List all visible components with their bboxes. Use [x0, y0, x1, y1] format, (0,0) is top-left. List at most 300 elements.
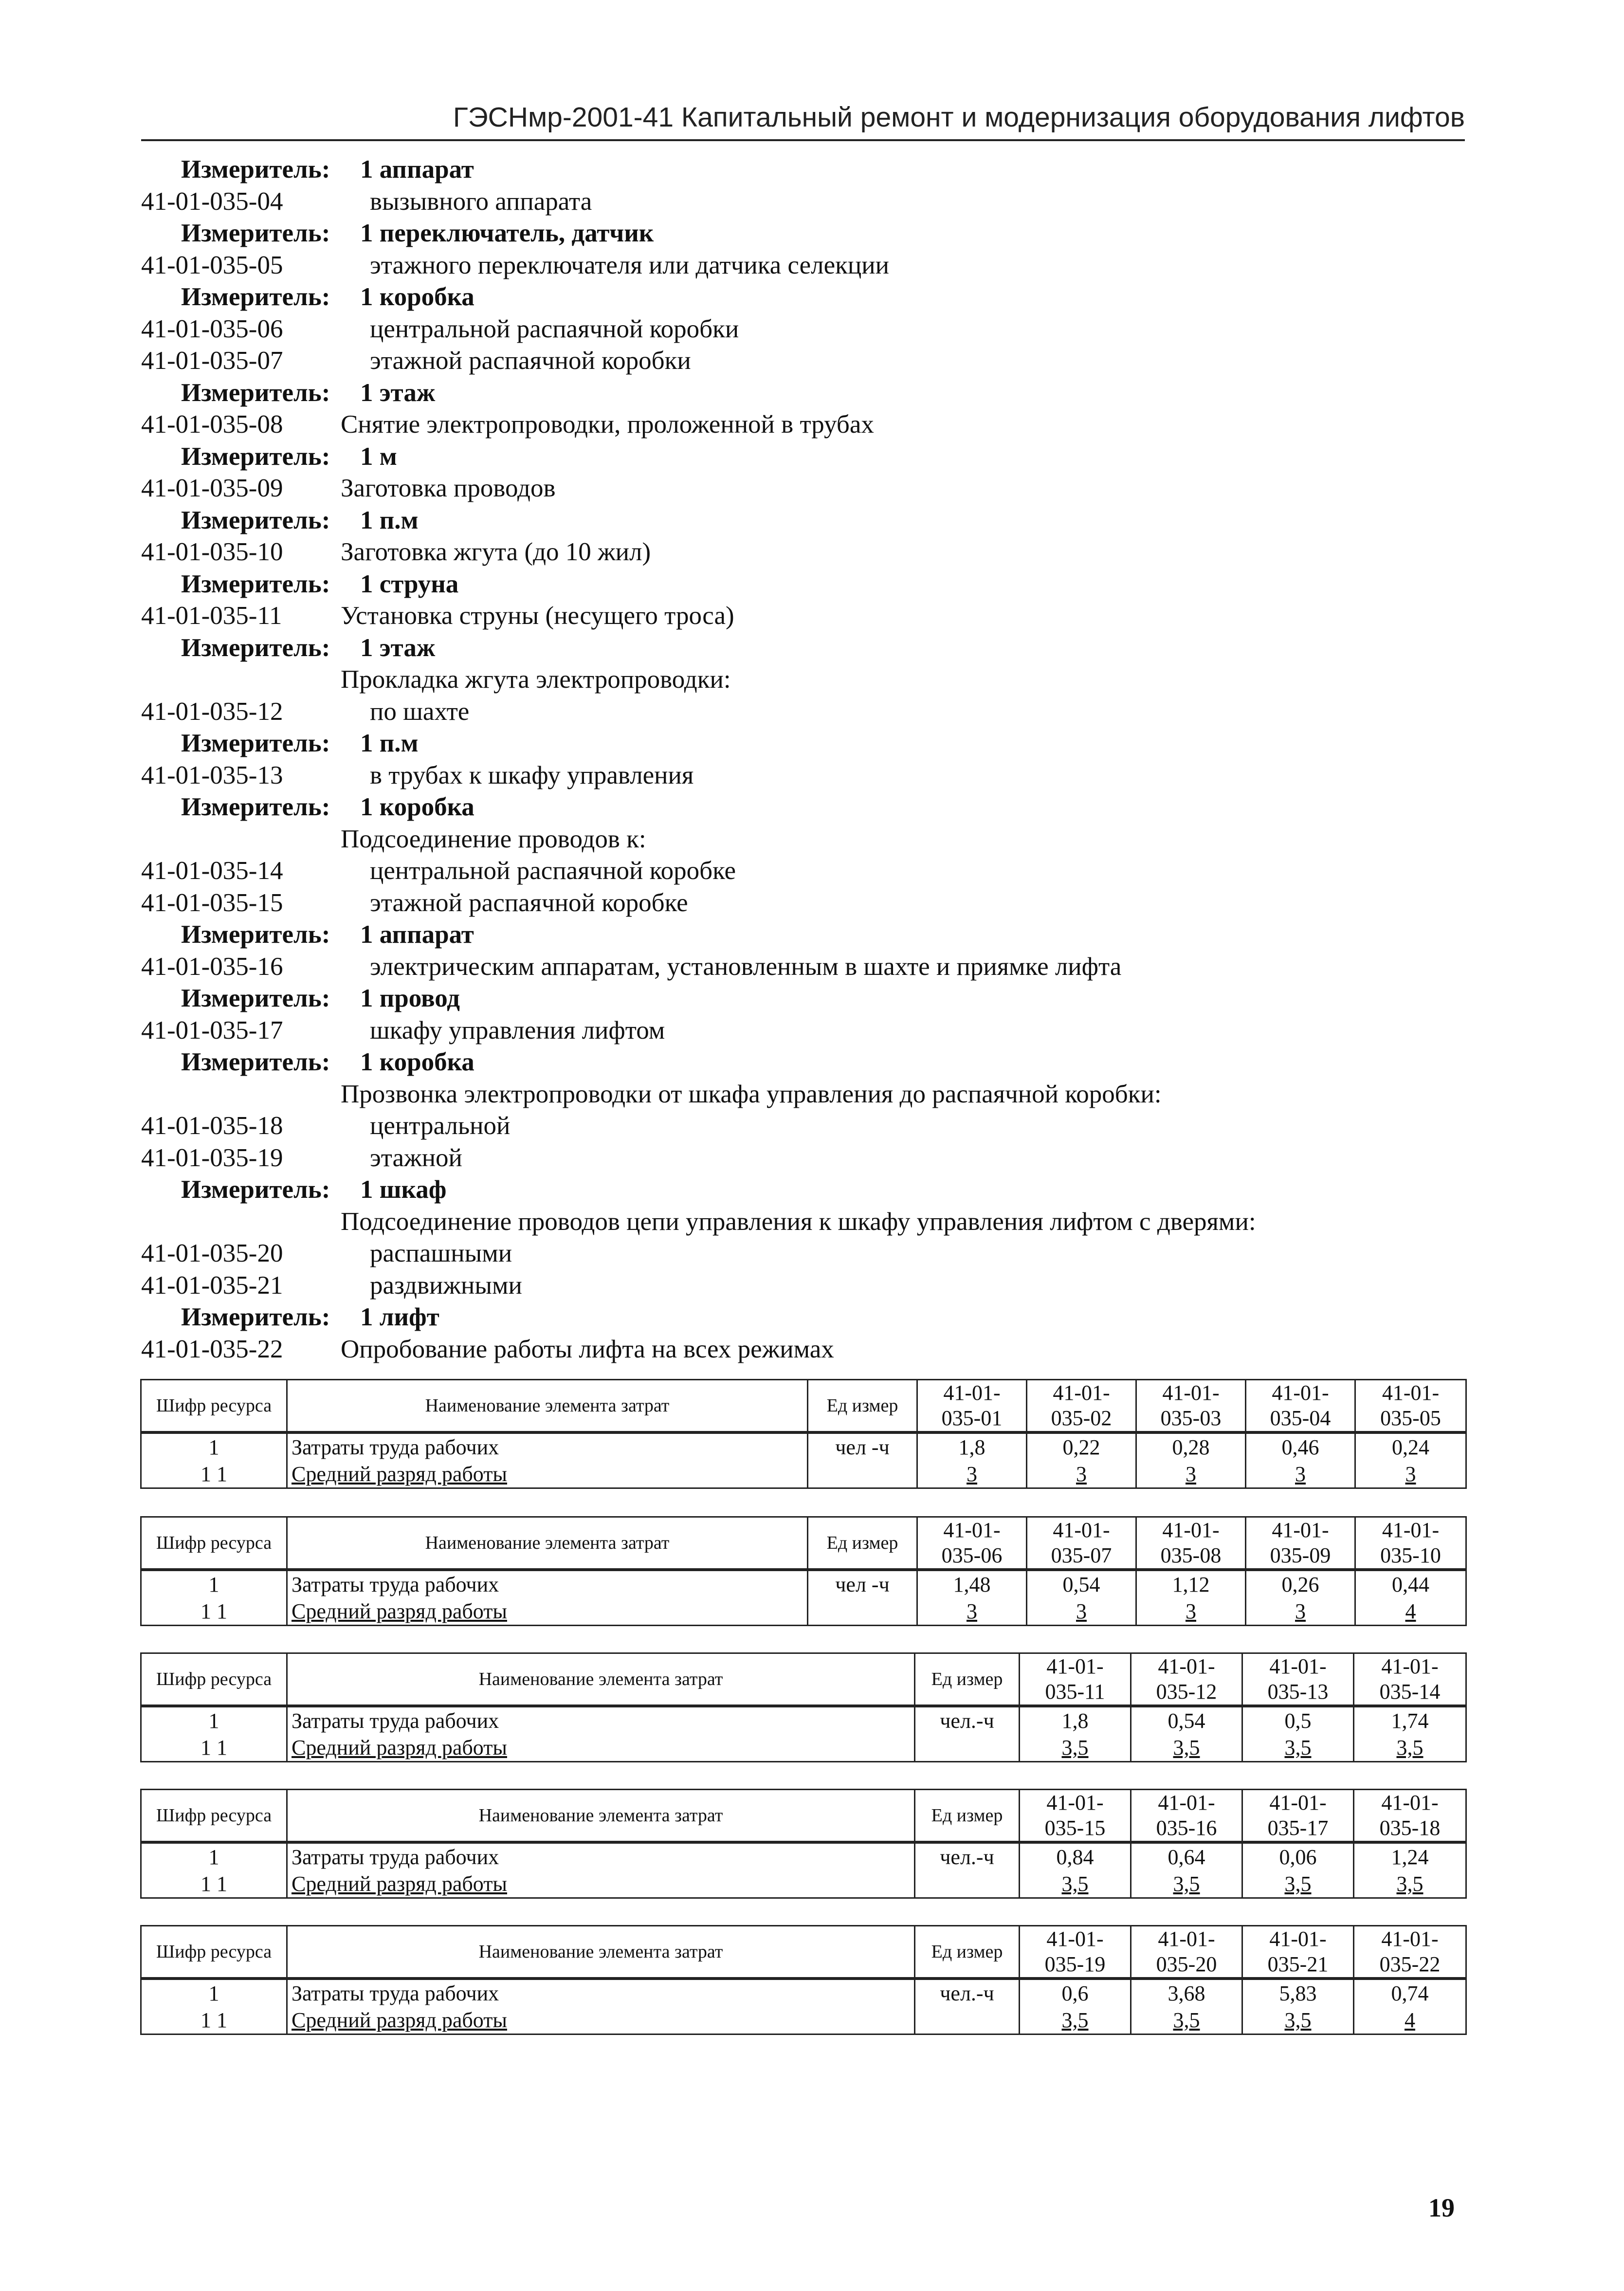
norm-code-part: 41-01- — [1046, 1791, 1104, 1814]
header-resource-code: Шифр ресурса — [141, 1790, 287, 1843]
value-cell — [1020, 2007, 1131, 2034]
norm-item — [141, 601, 1479, 633]
meter-value: 1 п.м — [360, 729, 419, 757]
value-cell — [1355, 1598, 1466, 1626]
value-text: 0,46 — [1281, 1435, 1319, 1459]
meter-value: 1 струна — [360, 569, 459, 598]
norm-code-part: 035-14 — [1379, 1680, 1441, 1704]
value-cell — [917, 1570, 1027, 1598]
value-cell — [1246, 1570, 1355, 1598]
header-norm-code — [1354, 1790, 1466, 1843]
norm-code-part: 035-21 — [1267, 1952, 1329, 1976]
table-row — [141, 2007, 1466, 2034]
norm-code-part: 41-01- — [1381, 1927, 1439, 1951]
norm-description: по шахте — [370, 697, 470, 726]
table-row — [141, 1598, 1466, 1626]
header-norm-code — [1354, 1653, 1466, 1706]
meter-line — [141, 984, 1479, 1016]
norm-code-part: 41-01- — [1381, 1654, 1439, 1678]
value-text: 3,5 — [1284, 1736, 1312, 1759]
header-resource-code: Шифр ресурса — [141, 1653, 287, 1706]
meter-label: Измеритель: — [181, 378, 330, 407]
header-norm-code — [1131, 1653, 1242, 1706]
norm-item — [141, 474, 1479, 506]
meter-label: Измеритель: — [181, 729, 330, 757]
meter-label: Измеритель: — [181, 793, 330, 821]
header-norm-code — [1355, 1517, 1466, 1570]
norm-code-part: 035-02 — [1051, 1406, 1112, 1430]
value-cell — [1354, 1870, 1466, 1898]
header-norm-code — [1131, 1926, 1242, 1979]
norm-item — [141, 1143, 1479, 1175]
header-norm-code — [1020, 1653, 1131, 1706]
value-cell — [1355, 1570, 1466, 1598]
resource-code-cell: 1 — [141, 1979, 287, 2007]
norm-code-part: 035-01 — [941, 1406, 1003, 1430]
header-norm-code — [1136, 1380, 1246, 1433]
value-text: 0,44 — [1392, 1573, 1429, 1596]
cost-element-cell — [287, 1598, 808, 1626]
value-text: 3 — [1076, 1599, 1087, 1623]
norm-code-part: 035-22 — [1379, 1952, 1441, 1976]
norm-code-part: 035-17 — [1267, 1816, 1329, 1840]
value-text: 0,26 — [1281, 1573, 1319, 1596]
value-cell — [1131, 1870, 1242, 1898]
cost-table — [140, 1925, 1467, 2035]
value-text: 3,5 — [1173, 1736, 1200, 1759]
value-cell — [1131, 1842, 1242, 1870]
value-cell — [1020, 1706, 1131, 1734]
resource-code-cell: 1 1 — [141, 1598, 287, 1626]
value-cell — [1246, 1461, 1355, 1488]
norm-code-part: 035-03 — [1160, 1406, 1222, 1430]
table-row — [141, 1979, 1466, 2007]
unit-cell: чел.-ч — [915, 1842, 1020, 1870]
value-cell — [1020, 1734, 1131, 1762]
value-cell — [1131, 1706, 1242, 1734]
unit-cell — [808, 1461, 917, 1488]
norm-code: 41-01-035-04 — [141, 187, 283, 216]
meter-value: 1 лифт — [360, 1303, 439, 1331]
value-text: 0,5 — [1284, 1709, 1312, 1733]
header-norm-code — [1242, 1653, 1354, 1706]
value-text: 0,28 — [1172, 1435, 1210, 1459]
norm-code-part: 41-01- — [1269, 1791, 1327, 1814]
table-row — [141, 1570, 1466, 1598]
norm-code: 41-01-035-15 — [141, 888, 283, 917]
meter-line — [141, 569, 1479, 602]
header-norm-code — [1020, 1926, 1131, 1979]
value-cell — [917, 1461, 1027, 1488]
value-text: 3 — [967, 1462, 977, 1486]
norm-description: Подсоединение проводов к: — [341, 825, 646, 853]
norm-description: шкафу управления лифтом — [370, 1016, 665, 1045]
meter-label: Измеритель: — [181, 633, 330, 662]
value-text: 3 — [1076, 1462, 1087, 1486]
value-cell — [1355, 1461, 1466, 1488]
unit-cell — [808, 1598, 917, 1626]
norm-description: Заготовка жгута (до 10 жил) — [341, 538, 651, 566]
norm-description: в трубах к шкафу управления — [370, 761, 694, 789]
resource-code-cell: 1 — [141, 1432, 287, 1461]
value-text: 0,54 — [1168, 1709, 1205, 1733]
norm-description: Опробование работы лифта на всех режимах — [341, 1335, 834, 1363]
norm-item — [141, 346, 1479, 378]
value-text: 4 — [1405, 1599, 1416, 1623]
norm-code: 41-01-035-18 — [141, 1112, 283, 1140]
header-cost-element: Наименование элемента затрат — [287, 1517, 808, 1570]
norm-code-part: 035-06 — [941, 1543, 1003, 1567]
value-text: 5,83 — [1279, 1981, 1317, 2005]
value-cell — [1354, 1734, 1466, 1762]
norm-code-part: 41-01- — [1382, 1518, 1440, 1542]
meter-line — [141, 282, 1479, 314]
header-norm-code — [1242, 1926, 1354, 1979]
norm-item — [141, 537, 1479, 569]
norm-code-part: 41-01- — [1269, 1654, 1327, 1678]
norm-description: Установка струны (несущего троса) — [341, 602, 734, 630]
norm-code-part: 035-18 — [1379, 1816, 1441, 1840]
header-norm-code — [1027, 1517, 1136, 1570]
cost-element-cell — [287, 1734, 915, 1762]
value-cell — [1020, 1870, 1131, 1898]
cost-element-name: Средний разряд работы — [292, 1462, 507, 1486]
cost-element-cell — [287, 1570, 808, 1598]
cost-element-cell — [287, 1706, 915, 1734]
cost-table — [140, 1789, 1467, 1899]
norm-description: Прокладка жгута электропроводки: — [341, 665, 731, 694]
meter-line — [141, 219, 1479, 251]
meter-value: 1 коробка — [360, 1048, 474, 1076]
meter-value: 1 этаж — [360, 633, 436, 662]
norm-code: 41-01-035-16 — [141, 952, 283, 981]
value-cell — [1136, 1461, 1246, 1488]
value-cell — [1355, 1432, 1466, 1461]
norm-item — [141, 952, 1479, 984]
value-text: 3 — [1295, 1462, 1306, 1486]
unit-cell — [915, 1734, 1020, 1762]
norm-code: 41-01-035-20 — [141, 1239, 283, 1267]
norm-code: 41-01-035-08 — [141, 410, 283, 439]
norm-item — [141, 665, 1479, 697]
header-cost-element: Наименование элемента затрат — [287, 1790, 915, 1843]
norm-item — [141, 1335, 1479, 1367]
value-text: 0,54 — [1062, 1573, 1100, 1596]
table-row — [141, 1432, 1466, 1461]
cost-element-cell — [287, 1979, 915, 2007]
norm-code: 41-01-035-21 — [141, 1271, 283, 1300]
value-text: 1,8 — [1061, 1709, 1089, 1733]
cost-element-name: Средний разряд работы — [292, 1736, 507, 1759]
norm-description: вызывного аппарата — [370, 187, 592, 216]
meter-value: 1 провод — [360, 984, 460, 1012]
header-resource-code: Шифр ресурса — [141, 1380, 287, 1433]
value-text: 3,5 — [1061, 1872, 1089, 1896]
meter-line — [141, 155, 1479, 187]
header-norm-code — [1136, 1517, 1246, 1570]
cost-element-cell — [287, 2007, 915, 2034]
value-text: 1,74 — [1391, 1709, 1429, 1733]
norm-code-part: 41-01- — [1272, 1518, 1329, 1542]
meter-label: Измеритель: — [181, 569, 330, 598]
norm-description: Снятие электропроводки, проложенной в трубах — [341, 410, 874, 439]
resource-code-cell: 1 1 — [141, 1461, 287, 1488]
norm-code-part: 035-07 — [1051, 1543, 1112, 1567]
page-header — [141, 95, 1465, 141]
norm-description: центральной распаячной коробке — [370, 857, 736, 885]
norm-description: раздвижными — [370, 1271, 522, 1300]
meter-label: Измеритель: — [181, 283, 330, 311]
norm-code-part: 41-01- — [1046, 1927, 1104, 1951]
value-cell — [1242, 1734, 1354, 1762]
norm-description: этажной распаячной коробке — [370, 888, 688, 917]
value-cell — [1242, 1842, 1354, 1870]
norm-item — [141, 1080, 1479, 1112]
value-cell — [1136, 1598, 1246, 1626]
unit-cell — [915, 1870, 1020, 1898]
value-text: 0,06 — [1279, 1845, 1317, 1869]
value-cell — [1131, 1979, 1242, 2007]
norm-item — [141, 825, 1479, 857]
norm-item — [141, 856, 1479, 888]
unit-cell — [915, 2007, 1020, 2034]
cost-table — [140, 1379, 1467, 1489]
meter-label: Измеритель: — [181, 506, 330, 534]
norm-code-part: 035-10 — [1380, 1543, 1441, 1567]
value-text: 0,74 — [1391, 1981, 1429, 2005]
cost-element-name: Средний разряд работы — [292, 1872, 507, 1896]
norm-code-part: 035-05 — [1380, 1406, 1441, 1430]
table-row — [141, 1842, 1466, 1870]
header-resource-code: Шифр ресурса — [141, 1926, 287, 1979]
norm-code-part: 41-01- — [1158, 1654, 1215, 1678]
norm-description: центральной распаячной коробки — [370, 314, 739, 343]
value-text: 4 — [1405, 2008, 1415, 2032]
unit-cell: чел.-ч — [915, 1979, 1020, 2007]
norm-item — [141, 1111, 1479, 1143]
norm-code-part: 035-19 — [1044, 1952, 1106, 1976]
header-cost-element: Наименование элемента затрат — [287, 1926, 915, 1979]
norm-item — [141, 410, 1479, 442]
meter-label: Измеритель: — [181, 442, 330, 471]
resource-code-cell: 1 — [141, 1706, 287, 1734]
value-text: 1,8 — [958, 1435, 985, 1459]
meter-line — [141, 1302, 1479, 1335]
value-text: 1,48 — [953, 1573, 991, 1596]
norm-code: 41-01-035-07 — [141, 347, 283, 375]
meter-label: Измеритель: — [181, 155, 330, 183]
unit-cell: чел.-ч — [915, 1706, 1020, 1734]
norm-description: центральной — [370, 1112, 511, 1140]
header-norm-code — [1246, 1517, 1355, 1570]
norm-code-part: 035-08 — [1160, 1543, 1222, 1567]
meter-value: 1 м — [360, 442, 397, 471]
norm-item — [141, 761, 1479, 793]
cost-element-name: Затраты труда рабочих — [292, 1845, 499, 1869]
norm-code: 41-01-035-11 — [141, 602, 282, 630]
norm-code-part: 41-01- — [1158, 1927, 1215, 1951]
norm-code-part: 41-01- — [1269, 1927, 1327, 1951]
header-norm-code — [1242, 1790, 1354, 1843]
value-text: 3,5 — [1284, 2008, 1312, 2032]
meter-line — [141, 378, 1479, 410]
norm-code-part: 41-01- — [1381, 1791, 1439, 1814]
value-cell — [1020, 1979, 1131, 2007]
value-cell — [1354, 1979, 1466, 2007]
norm-code: 41-01-035-13 — [141, 761, 283, 789]
norm-item — [141, 251, 1479, 283]
value-text: 3,5 — [1173, 1872, 1200, 1896]
norm-code-part: 41-01- — [1053, 1518, 1110, 1542]
header-norm-code — [1020, 1790, 1131, 1843]
value-text: 3 — [1405, 1462, 1416, 1486]
cost-element-cell — [287, 1432, 808, 1461]
norm-code-part: 41-01- — [1272, 1381, 1329, 1405]
value-cell — [1027, 1570, 1136, 1598]
norm-description: Прозвонка электропроводки от шкафа управления до распаячной коробки: — [341, 1080, 1162, 1108]
cost-element-cell — [287, 1461, 808, 1488]
value-text: 3,5 — [1396, 1872, 1423, 1896]
norm-item — [141, 314, 1479, 347]
norm-code-part: 035-04 — [1270, 1406, 1331, 1430]
meter-value: 1 коробка — [360, 793, 474, 821]
cost-element-name: Затраты труда рабочих — [292, 1435, 499, 1459]
norm-code-part: 41-01- — [1382, 1381, 1440, 1405]
norm-description: электрическим аппаратам, установленным в шахте и приямке лифта — [370, 952, 1122, 981]
norm-item — [141, 1207, 1479, 1239]
value-text: 0,64 — [1168, 1845, 1205, 1869]
header-norm-code — [1027, 1380, 1136, 1433]
value-cell — [1027, 1598, 1136, 1626]
meter-value: 1 аппарат — [360, 155, 474, 183]
value-text: 1,24 — [1391, 1845, 1429, 1869]
norm-code-part: 41-01- — [1053, 1381, 1110, 1405]
page-number: 19 — [1428, 2193, 1455, 2222]
meter-label: Измеритель: — [181, 219, 330, 247]
norm-code-part: 035-15 — [1044, 1816, 1106, 1840]
header-unit: Ед измер — [808, 1517, 917, 1570]
resource-code-cell: 1 1 — [141, 2007, 287, 2034]
resource-code-cell: 1 — [141, 1570, 287, 1598]
value-cell — [1242, 2007, 1354, 2034]
norm-description: этажного переключателя или датчика селекции — [370, 251, 889, 279]
cost-element-name: Затраты труда рабочих — [292, 1709, 499, 1733]
norm-code: 41-01-035-05 — [141, 251, 283, 279]
resource-code-cell: 1 — [141, 1842, 287, 1870]
value-cell — [1131, 1734, 1242, 1762]
value-cell — [1246, 1432, 1355, 1461]
value-text: 3 — [967, 1599, 977, 1623]
table-header-row — [141, 1517, 1466, 1570]
meter-value: 1 п.м — [360, 506, 419, 534]
meter-value: 1 коробка — [360, 283, 474, 311]
norm-code: 41-01-035-09 — [141, 474, 283, 502]
meter-line — [141, 442, 1479, 474]
norm-description: распашными — [370, 1239, 512, 1267]
meter-line — [141, 1047, 1479, 1080]
value-cell — [1354, 2007, 1466, 2034]
norm-description: Заготовка проводов — [341, 474, 556, 502]
norm-code-part: 035-20 — [1156, 1952, 1217, 1976]
value-cell — [1020, 1842, 1131, 1870]
norm-code: 41-01-035-10 — [141, 538, 283, 566]
value-cell — [1136, 1570, 1246, 1598]
value-cell — [1242, 1870, 1354, 1898]
meter-value: 1 аппарат — [360, 920, 474, 949]
meter-line — [141, 729, 1479, 761]
value-text: 3,5 — [1061, 2008, 1089, 2032]
norm-item — [141, 1239, 1479, 1271]
value-cell — [1136, 1432, 1246, 1461]
header-cost-element: Наименование элемента затрат — [287, 1380, 808, 1433]
meter-label: Измеритель: — [181, 920, 330, 949]
cost-element-name: Средний разряд работы — [292, 1599, 507, 1623]
value-text: 3,5 — [1173, 2008, 1200, 2032]
norm-item — [141, 888, 1479, 920]
cost-table — [140, 1652, 1467, 1762]
norm-code-part: 035-11 — [1045, 1680, 1105, 1704]
table-row — [141, 1706, 1466, 1734]
value-text: 3 — [1186, 1599, 1196, 1623]
table-row — [141, 1734, 1466, 1762]
value-text: 1,12 — [1172, 1573, 1210, 1596]
table-row — [141, 1461, 1466, 1488]
table-header-row — [141, 1790, 1466, 1843]
cost-element-name: Затраты труда рабочих — [292, 1573, 499, 1596]
unit-cell: чел -ч — [808, 1432, 917, 1461]
header-unit: Ед измер — [808, 1380, 917, 1433]
norm-code-part: 41-01- — [1158, 1791, 1215, 1814]
value-cell — [1131, 2007, 1242, 2034]
header-norm-code — [1246, 1380, 1355, 1433]
meter-label: Измеритель: — [181, 984, 330, 1012]
norm-code: 41-01-035-12 — [141, 697, 283, 726]
meter-line — [141, 920, 1479, 952]
norm-item — [141, 187, 1479, 219]
norm-code-part: 41-01- — [1046, 1654, 1104, 1678]
header-resource-code: Шифр ресурса — [141, 1517, 287, 1570]
meter-value: 1 шкаф — [360, 1175, 447, 1204]
norm-code-part: 035-12 — [1156, 1680, 1217, 1704]
norm-code: 41-01-035-22 — [141, 1335, 283, 1363]
value-cell — [917, 1432, 1027, 1461]
cost-element-name: Средний разряд работы — [292, 2008, 507, 2032]
norm-description: этажной распаячной коробки — [370, 347, 691, 375]
header-cost-element: Наименование элемента затрат — [287, 1653, 915, 1706]
norm-code-part: 41-01- — [1162, 1518, 1220, 1542]
value-cell — [1242, 1979, 1354, 2007]
norm-item — [141, 697, 1479, 729]
value-text: 3,5 — [1061, 1736, 1089, 1759]
header-norm-code — [917, 1517, 1027, 1570]
value-text: 3 — [1295, 1599, 1306, 1623]
resource-code-cell: 1 1 — [141, 1870, 287, 1898]
value-cell — [1027, 1432, 1136, 1461]
meter-label: Измеритель: — [181, 1048, 330, 1076]
value-text: 3,5 — [1284, 1872, 1312, 1896]
norm-code: 41-01-035-14 — [141, 857, 283, 885]
header-unit: Ед измер — [915, 1653, 1020, 1706]
value-text: 3,5 — [1396, 1736, 1423, 1759]
document-title: ГЭСНмр-2001-41 Капитальный ремонт и модернизация оборудования лифтов — [453, 102, 1465, 133]
header-unit: Ед измер — [915, 1926, 1020, 1979]
header-norm-code — [1354, 1926, 1466, 1979]
meter-line — [141, 1175, 1479, 1207]
table-header-row — [141, 1926, 1466, 1979]
norm-code-part: 41-01- — [1162, 1381, 1220, 1405]
meter-line — [141, 633, 1479, 665]
value-cell — [917, 1598, 1027, 1626]
